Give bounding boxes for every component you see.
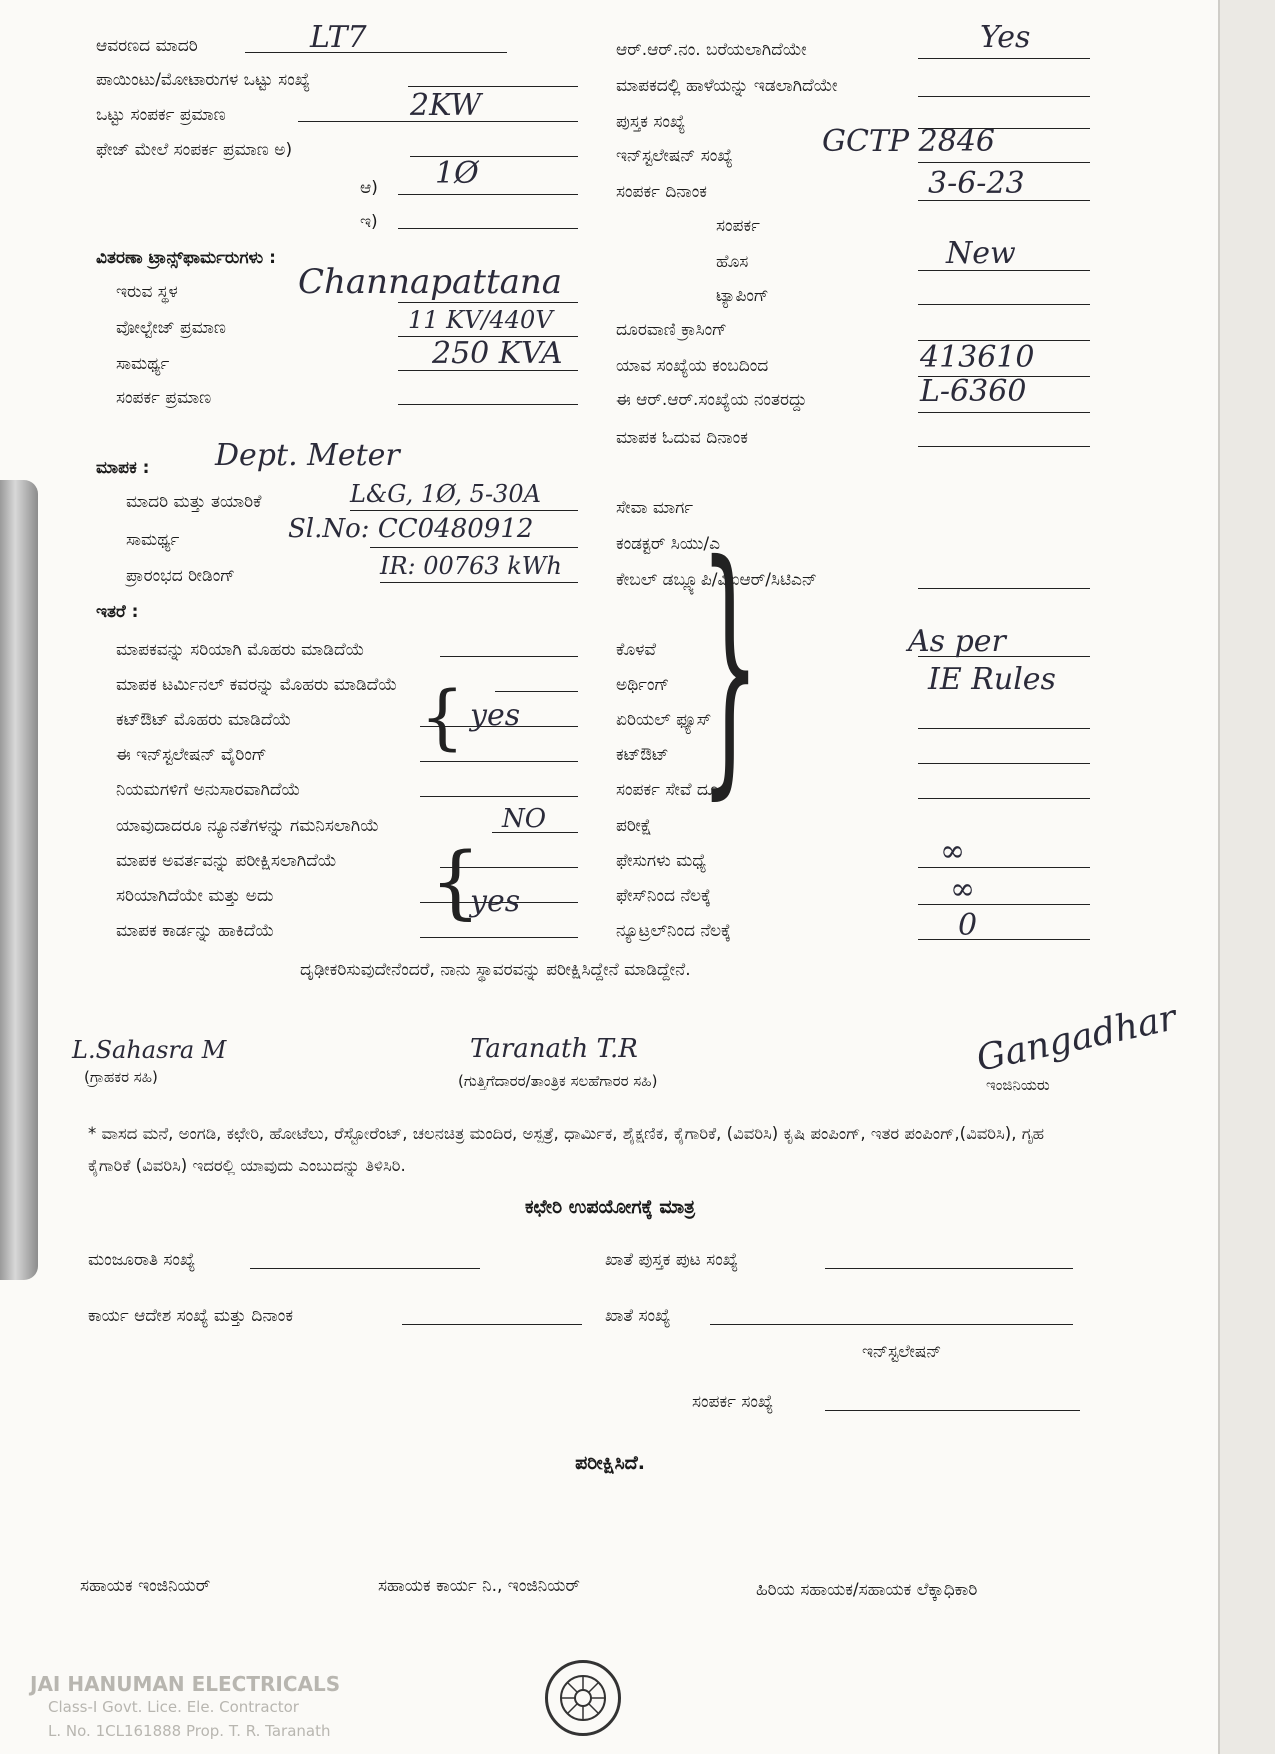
handwritten-answer-yes-2: yes	[470, 884, 521, 919]
office-sanction-number: ಮಂಜೂರಾತಿ ಸಂಖ್ಯೆ	[88, 1250, 196, 1270]
connection-new-label: ಹೊಸ	[716, 252, 749, 272]
consumer-signature-label: (ಗ್ರಾಹಕರ ಸಹಿ)	[84, 1068, 158, 1086]
handwritten-phase: 1Ø	[435, 156, 479, 191]
handwritten-connection-date: 3-6-23	[928, 166, 1025, 201]
field-line	[350, 510, 578, 511]
contractor-signature: Taranath T.R	[470, 1034, 638, 1064]
service-conductor: ಕಂಡಕ್ಟರ್ ಸಿಯು/ಎ	[616, 534, 721, 554]
service-conduit: ಕೊಳವೆ	[616, 640, 657, 660]
field-line	[918, 304, 1090, 305]
field-line	[398, 194, 578, 195]
field-label-voltage: ವೋಲ್ಟೇಜ್ ಪ್ರಮಾಣ	[116, 318, 226, 338]
field-label-rr-number-written: ಆರ್.ಆರ್.ನಂ. ಬರೆಯಲಾಗಿದೆಯೇ	[616, 40, 807, 60]
handwritten-model-make: L&G, 1Ø, 5-30A	[350, 480, 541, 508]
handwritten-as-per: As per	[908, 624, 1006, 659]
handwritten-capacity: 250 KVA	[432, 336, 563, 371]
office-ledger-page-number: ಖಾತೆ ಪುಸ್ತಕ ಪುಟ ಸಂಖ್ಯೆ	[605, 1250, 739, 1270]
handwritten-answer-yes-1: yes	[470, 698, 521, 733]
field-label-book-number: ಪುಸ್ತಕ ಸಂಖ್ಯೆ	[616, 112, 686, 132]
field-label-total-load: ಒಟ್ಟು ಸಂಪರ್ಕ ಪ್ರಮಾಣ	[96, 105, 226, 125]
field-label-meter-capacity: ಸಾಮರ್ಥ್ಯ	[126, 530, 180, 550]
service-test: ಪರೀಕ್ಷೆ	[616, 816, 652, 836]
field-label-capacity: ಸಾಮರ್ಥ್ಯ	[116, 354, 170, 374]
faint-stamp-line1: JAI HANUMAN ELECTRICALS	[30, 1672, 341, 1696]
field-label-meter-reading-date: ಮಾಪಕ ಓದುವ ದಿನಾಂಕ	[616, 428, 748, 448]
field-line	[420, 796, 578, 797]
field-label-phase-load-b: ಆ)	[360, 178, 378, 198]
field-line	[825, 1410, 1080, 1411]
office-use-heading: ಕಛೇರಿ ಉಪಯೋಗಕ್ಕೆ ಮಾತ್ರ	[524, 1196, 696, 1218]
field-line	[918, 904, 1090, 905]
binder-clip	[0, 480, 38, 1280]
field-line	[420, 761, 578, 762]
check-as-per-rules: ನಿಯಮಗಳಿಗೆ ಅನುಸಾರವಾಗಿದೆಯೆ	[116, 780, 301, 800]
meter-heading: ಮಾಪಕ :	[96, 458, 150, 478]
consumer-signature: L.Sahasra M	[72, 1036, 227, 1064]
check-cutout-sealed: ಕಟ್‌ಔಟ್ ಮೊಹರು ಮಾಡಿದೆಯೆ	[116, 710, 292, 730]
handwritten-test-phases: ∞	[940, 834, 965, 869]
field-label-phase-load-a: ಫೇಜ್ ಮೇಲೆ ಸಂಪರ್ಕ ಪ್ರಮಾಣ ಅ)	[96, 140, 293, 160]
field-line	[918, 162, 1090, 163]
field-line	[398, 404, 578, 405]
check-meter-sealed: ಮಾಪಕವನ್ನು ಸರಿಯಾಗಿ ಮೊಹರು ಮಾಡಿದೆಯೆ	[116, 640, 365, 660]
handwritten-test-phase-earth: ∞	[950, 872, 975, 907]
field-label-premises-type: ಆವರಣದ ಮಾದರಿ	[96, 36, 198, 56]
check-correct-and: ಸರಿಯಾಗಿದೆಯೇ ಮತ್ತು ಅದು	[116, 886, 274, 906]
service-cutout: ಕಟ್‌ಔಟ್	[616, 745, 669, 765]
field-line	[245, 52, 507, 53]
handwritten-test-neutral-earth: 0	[958, 908, 978, 943]
field-line	[918, 939, 1090, 940]
handwritten-pole-number: 413610	[920, 340, 1035, 375]
connection-tapping-label: ಟ್ಯಾಪಿಂಗ್	[716, 286, 769, 306]
handwritten-serial-no: Sl.No: CC0480912	[288, 514, 534, 544]
faint-stamp-line3: L. No. 1CL161888 Prop. T. R. Taranath	[48, 1722, 331, 1740]
brace-left-2: {	[430, 835, 481, 928]
certification-statement: ದೃಢೀಕರಿಸುವುದೇನೆಂದರೆ, ನಾನು ಸ್ಥಾವರವನ್ನು ಪರೀಕ್ಷಿಸಿದ್ದೇನೆ ಮಾಡಿದ್ದೇನೆ.	[300, 960, 691, 980]
brace-right: {	[699, 507, 760, 822]
field-line	[918, 96, 1090, 97]
handwritten-connection-new: New	[946, 236, 1016, 271]
field-line	[918, 763, 1090, 764]
handwritten-installation-number: GCTP 2846	[822, 124, 995, 159]
seal-emblem-icon	[554, 1669, 612, 1727]
field-line	[370, 547, 578, 548]
handwritten-voltage: 11 KV/440V	[408, 306, 553, 334]
field-line	[918, 446, 1090, 447]
faint-stamp-line2: Class-I Govt. Lice. Ele. Contractor	[48, 1698, 299, 1716]
service-between-phases: ಫೇಸುಗಳು ಮಧ್ಯೆ	[616, 851, 707, 871]
field-line	[918, 412, 1090, 413]
engineer-signature: Gangadhar	[972, 997, 1180, 1080]
check-installation-wiring: ಈ ಇನ್‌ಸ್ಟಲೇಷನ್ ವೈರಿಂಗ್	[116, 745, 267, 765]
asst-engineer-label: ಸಹಾಯಕ ಇಂಜಿನಿಯರ್	[80, 1576, 211, 1596]
handwritten-ie-rules: IE Rules	[928, 662, 1056, 697]
handwritten-meter-type: Dept. Meter	[215, 438, 400, 473]
page-edge	[1218, 0, 1275, 1754]
field-label-location: ಇರುವ ಸ್ಥಳ	[116, 282, 178, 302]
field-label-connection-date: ಸಂಪರ್ಕ ದಿನಾಂಕ	[616, 182, 707, 202]
field-line	[495, 691, 578, 692]
field-line	[398, 302, 578, 303]
service-cable: ಕೇಬಲ್ ಡಬ್ಲ್ಯೂಪಿ/ವಿಐಆರ್/ಸಿಟಿಎನ್	[616, 570, 817, 590]
field-label-pole-number: ಯಾವ ಸಂಖ್ಯೆಯ ಕಂಬದಿಂದ	[616, 356, 769, 376]
field-label-points-total: ಪಾಯಿಂಟು/ಮೋಟಾರುಗಳ ಒಟ್ಟು ಸಂಖ್ಯೆ	[96, 70, 311, 90]
field-label-next-rr-number: ಈ ಆರ್.ಆರ್.ಸಂಖ್ಯೆಯ ನಂತರದ್ದು	[616, 390, 807, 410]
handwritten-total-load: 2KW	[410, 88, 482, 123]
field-label-connection-load: ಸಂಪರ್ಕ ಪ್ರಮಾಣ	[116, 388, 212, 408]
field-line	[420, 937, 578, 938]
field-label-initial-reading: ಪ್ರಾರಂಭದ ರೀಡಿಂಗ್	[126, 566, 235, 586]
field-line	[380, 582, 578, 583]
connection-label: ಸಂಪರ್ಕ	[716, 216, 760, 236]
handwritten-answer-no: NO	[502, 804, 547, 834]
check-meter-rotation: ಮಾಪಕ ಅವರ್ತವನ್ನು ಪರೀಕ್ಷಿಸಲಾಗಿದೆಯೆ	[116, 851, 337, 871]
service-earthing: ಅರ್ಥಿಂಗ್	[616, 675, 670, 695]
field-line	[250, 1268, 480, 1269]
footnote-premises-types: * ವಾಸದ ಮನೆ, ಅಂಗಡಿ, ಕಛೇರಿ, ಹೋಟೆಲು, ರೆಸ್ಟೋರೆಂಟ್, ಚಲನಚಿತ್ರ ಮಂದಿರ, ಅಸ್ಪತ್ರೆ, ಧಾರ್ಮಿಕ, ಶೈಕ್ಷಣಿಕ, ಕೈಗಾರಿಕೆ, (ವಿವರಿಸಿ) ಕೃಷಿ ಪಂಪಿಂಗ್, ಇತರ ಪಂಪಿಂಗ್,(ವಿವರಿಸಿ), ಗೃಹ ಕೈಗಾರಿಕೆ (ವಿವರಿಸಿ) ಇದರಲ್ಲಿ ಯಾವುದು ಎಂಬುದನ್ನು ತಿಳಿಸಿರಿ.	[88, 1124, 1045, 1175]
contractor-signature-label: (ಗುತ್ತಿಗೆದಾರರ/ತಾಂತ್ರಿಕ ಸಲಹೆಗಾರರ ಸಹಿ)	[458, 1072, 658, 1090]
field-label-telephone-crossing: ದೂರವಾಣಿ ಕ್ರಾಸಿಂಗ್	[616, 320, 727, 340]
service-distance: ಸಂಪರ್ಕ ಸೇವೆ ದೂರ	[616, 780, 728, 800]
service-phase-to-earth: ಫೇಸ್‌ನಿಂದ ನೆಲಕ್ಕೆ	[616, 886, 711, 906]
asst-exec-engineer-label: ಸಹಾಯಕ ಕಾರ್ಯ ನಿ., ಇಂಜಿನಿಯರ್	[378, 1576, 580, 1596]
check-defects-noticed: ಯಾವುದಾದರೂ ನ್ಯೂನತೆಗಳನ್ನು ಗಮನಿಸಲಾಗಿಯೆ	[116, 816, 380, 836]
round-seal-stamp	[545, 1660, 621, 1736]
service-heading: ಸೇವಾ ಮಾರ್ಗ	[616, 498, 694, 518]
field-label-model-make: ಮಾದರಿ ಮತ್ತು ತಯಾರಿಕೆ	[126, 492, 262, 512]
accounts-officer-label: ಹಿರಿಯ ಸಹಾಯಕ/ಸಹಾಯಕ ಲೆಕ್ಕಾಧಿಕಾರಿ	[756, 1580, 978, 1600]
transformer-heading: ವಿತರಣಾ ಟ್ರಾನ್ಸ್‌ಫಾರ್ಮರುಗಳು :	[96, 248, 276, 268]
field-line	[918, 798, 1090, 799]
field-line	[825, 1268, 1073, 1269]
field-label-installation-number: ಇನ್‌ಸ್ಟಲೇಷನ್ ಸಂಖ್ಯೆ	[616, 146, 733, 166]
office-account-number: ಖಾತೆ ಸಂಖ್ಯೆ	[605, 1306, 671, 1326]
brace-left: {	[420, 676, 465, 758]
handwritten-location: Channapattana	[298, 262, 563, 302]
handwritten-rr-written: Yes	[980, 20, 1031, 55]
field-line	[918, 588, 1090, 589]
handwritten-next-rr: L-6360	[920, 374, 1027, 409]
service-aerial-fuse: ಏರಿಯಲ್ ಫ್ಯೂಸ್	[616, 710, 712, 730]
field-line	[398, 228, 578, 229]
engineer-signature-label: ಇಂಜಿನಿಯರು	[986, 1076, 1050, 1094]
verified-heading: ಪರೀಕ್ಷಿಸಿದೆ.	[575, 1452, 645, 1474]
field-line	[710, 1324, 1073, 1325]
office-work-order: ಕಾರ್ಯ ಆದೇಶ ಸಂಖ್ಯೆ ಮತ್ತು ದಿನಾಂಕ	[88, 1306, 293, 1326]
check-terminal-cover-sealed: ಮಾಪಕ ಟರ್ಮಿನಲ್ ಕವರನ್ನು ಮೊಹರು ಮಾಡಿದೆಯೆ	[116, 675, 398, 695]
field-line	[918, 58, 1090, 59]
field-line	[440, 656, 578, 657]
field-line	[408, 86, 578, 87]
service-neutral-to-earth: ನ್ಯೂಟ್ರಲ್‌ನಿಂದ ನೆಲಕ್ಕೆ	[616, 921, 731, 941]
field-label-phase-load-c: ಇ)	[360, 212, 378, 232]
field-line	[402, 1324, 582, 1325]
handwritten-premises-type: LT7	[310, 20, 367, 55]
check-meter-card: ಮಾಪಕ ಕಾರ್ಡನ್ನು ಹಾಕಿದೆಯೆ	[116, 921, 275, 941]
others-heading: ಇತರೆ :	[96, 602, 139, 622]
field-label-sheet-in-meter: ಮಾಪಕದಲ್ಲಿ ಹಾಳೆಯನ್ನು ಇಡಲಾಗಿದೆಯೇ	[616, 76, 838, 96]
field-line	[918, 728, 1090, 729]
office-connection-number: ಸಂಪರ್ಕ ಸಂಖ್ಯೆ	[692, 1392, 774, 1412]
office-installation: ಇನ್‌ಸ್ಟಲೇಷನ್	[862, 1342, 942, 1362]
handwritten-initial-reading: IR: 00763 kWh	[380, 552, 562, 580]
